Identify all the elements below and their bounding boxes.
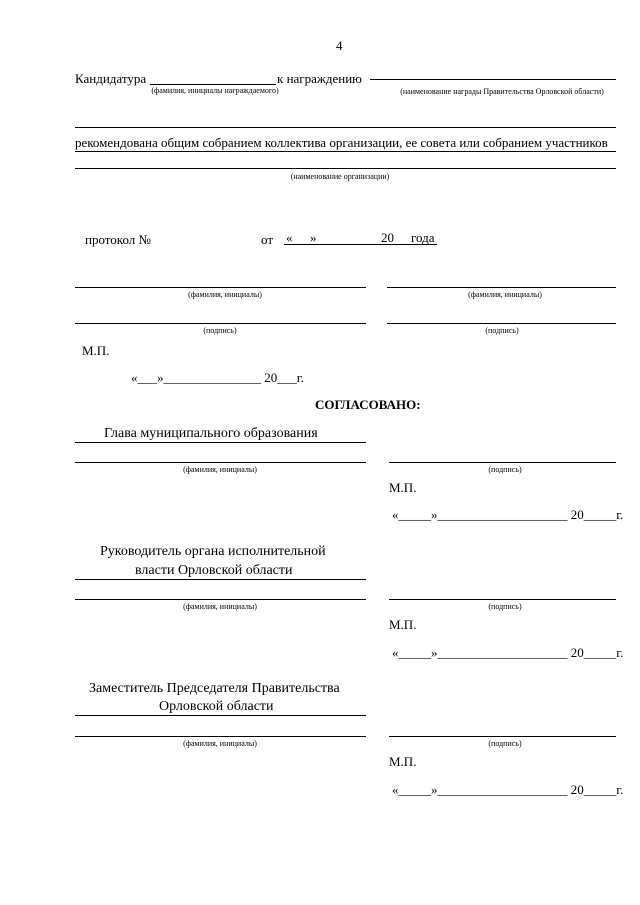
candidate-label: Кандидатура <box>75 71 147 86</box>
protocol-label: протокол № <box>85 232 151 247</box>
signature-line-left[interactable] <box>75 323 366 324</box>
section1-title-line1: Глава муниципального образования <box>104 426 318 441</box>
section3-title-line2: Орловской области <box>159 699 274 714</box>
award-continuation-line[interactable] <box>75 127 616 128</box>
section3-stamp-label: М.П. <box>389 754 417 769</box>
candidate-name-line[interactable] <box>150 84 276 85</box>
caption-candidate-name: (фамилия, инициалы награждаемого) <box>151 86 279 95</box>
section1-caption-signature: (подпись) <box>488 465 522 474</box>
recommended-underline <box>75 151 616 152</box>
protocol-quote-open: « <box>286 230 293 245</box>
protocol-year-prefix: 20 <box>381 230 394 245</box>
section1-title-underline <box>75 442 366 443</box>
section1-caption-fio: (фамилия, инициалы) <box>183 465 257 474</box>
caption-fio-right: (фамилия, инициалы) <box>468 290 542 299</box>
section3-caption-fio: (фамилия, инициалы) <box>183 739 257 748</box>
stamp-label: М.П. <box>82 343 110 358</box>
signature-line-right[interactable] <box>387 323 616 324</box>
section3-title-line1: Заместитель Председателя Правительства <box>89 681 340 696</box>
section2-title-line1: Руководитель органа исполнительной <box>100 544 326 559</box>
section2-title-line2: власти Орловской области <box>135 563 293 578</box>
section2-signature-line[interactable] <box>389 599 616 600</box>
section3-caption-signature: (подпись) <box>488 739 522 748</box>
fio-line-left[interactable] <box>75 287 366 288</box>
caption-organization: (наименование организации) <box>290 172 390 181</box>
recommended-text: рекомендована общим собранием коллектива организации, ее совета или собранием участников <box>75 135 608 150</box>
section1-stamp-label: М.П. <box>389 480 417 495</box>
protocol-date-line[interactable] <box>284 244 437 245</box>
agreed-title: СОГЛАСОВАНО: <box>315 397 421 412</box>
section2-caption-fio: (фамилия, инициалы) <box>183 602 257 611</box>
section1-signature-line[interactable] <box>389 462 616 463</box>
date-line[interactable]: «___»_______________ 20___г. <box>131 370 304 385</box>
section2-stamp-label: М.П. <box>389 617 417 632</box>
caption-fio-left: (фамилия, инициалы) <box>188 290 262 299</box>
award-label: к награждению <box>277 71 362 86</box>
section2-caption-signature: (подпись) <box>488 602 522 611</box>
section3-date-line[interactable]: «_____»____________________ 20_____г. <box>392 782 624 797</box>
section3-title-underline <box>75 715 366 716</box>
section2-fio-line[interactable] <box>75 599 366 600</box>
fio-line-right[interactable] <box>387 287 616 288</box>
caption-signature-right: (подпись) <box>485 326 519 335</box>
page-number: 4 <box>336 38 343 53</box>
protocol-year-word: года <box>411 230 435 245</box>
caption-award-name: (наименование награды Правительства Орловской области) <box>400 87 604 96</box>
section1-date-line[interactable]: «_____»____________________ 20_____г. <box>392 507 624 522</box>
section2-date-line[interactable]: «_____»____________________ 20_____г. <box>392 645 624 660</box>
protocol-from: от <box>261 232 274 247</box>
section3-fio-line[interactable] <box>75 736 366 737</box>
organization-line[interactable] <box>75 168 616 169</box>
section2-title-underline <box>75 579 366 580</box>
protocol-quote-close: » <box>310 230 317 245</box>
section1-fio-line[interactable] <box>75 462 366 463</box>
caption-signature-left: (подпись) <box>203 326 237 335</box>
section3-signature-line[interactable] <box>389 736 616 737</box>
award-name-line[interactable] <box>370 79 616 80</box>
